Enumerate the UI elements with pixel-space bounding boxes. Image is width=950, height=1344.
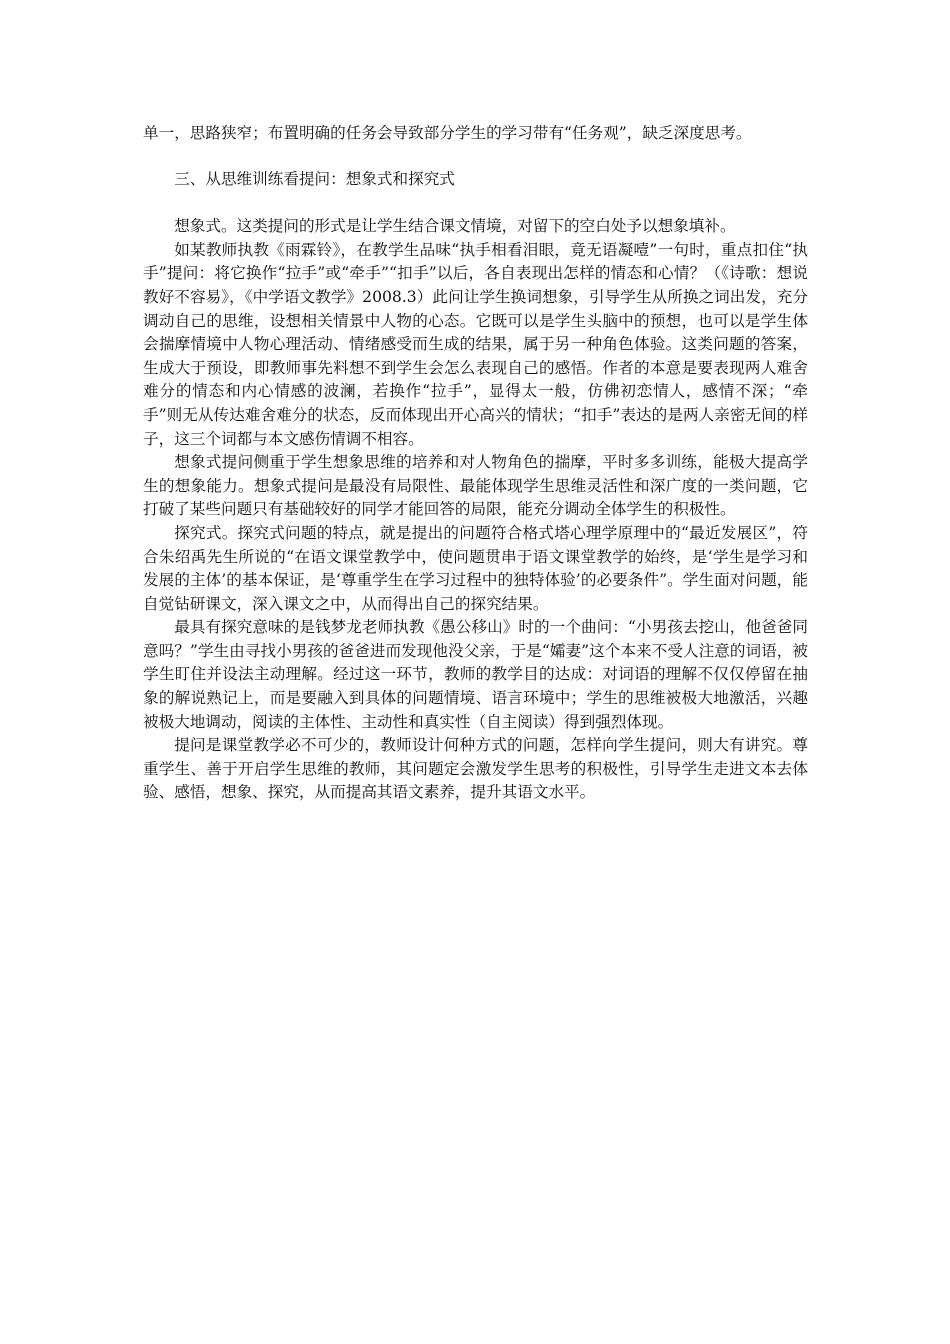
- paragraph-imagination-summary: 想象式提问侧重于学生想象思维的培养和对人物角色的揣摩，平时多多训练，能极大提高学生的想象能力。想象式提问是最没有局限性、最能体现学生思维灵活性和深广度的一类问题，它打破了某些问题只有基础较好的同学才能回答的局限，能充分调动全体学生的积极性。: [143, 453, 808, 519]
- paragraph-imagination-intro: 想象式。这类提问的形式是让学生结合课文情境，对留下的空白处予以想象填补。: [174, 217, 736, 236]
- document-body: [143, 122, 808, 805]
- paragraph-imagination-example: 如某教师执教《雨霖铃》，在教学生品味“执手相看泪眼，竟无语凝噎”一句时，重点扣住“执手”提问：将它换作“拉手”或“牵手”“扣手”以后，各自表现出怎样的情态和心情？（《诗歌：想说教好不容易》，《中学语文教学》2008.3）此问让学生换词想象，引导学生从所换之词出发，充分调动自己的思维，设想相关情景中人物的心态。它既可以是学生头脑中的预想，也可以是学生体会揣摩情境中人物心理活动、情绪感受而生成的结果，属于另一种角色体验。这类问题的答案，生成大于预设，即教师事先料想不到学生会怎么表现自己的感悟。作者的本意是要表现两人难舍难分的情态和内心情感的波澜，若换作“拉手”，显得太一般，仿佛初恋情人，感情不深；“牵手”则无从传达难舍难分的状态，反而体现出开心高兴的情状；“扣手”表达的是两人亲密无间的样子，这三个词都与本文感伤情调不相容。: [143, 240, 808, 448]
- paragraph-conclusion: 提问是课堂教学必不可少的，教师设计何种方式的问题，怎样向学生提问，则大有讲究。尊重学生、善于开启学生思维的教师，其问题定会激发学生思考的积极性，引导学生走进文本去体验、感悟，想象、探究，从而提高其语文素养，提升其语文水平。: [143, 736, 808, 802]
- section-heading: 三、从思维训练看提问：想象式和探究式: [174, 169, 455, 188]
- paragraph-inquiry-example: 最具有探究意味的是钱梦龙老师执教《愚公移山》时的一个曲问：“小男孩去挖山，他爸爸同意吗？”学生由寻找小男孩的爸爸进而发现他没父亲，于是“孀妻”这个本来不受人注意的词语，被学生盯住并设法主动理解。经过这一环节，教师的教学目的达成：对词语的理解不仅仅停留在抽象的解说熟记上，而是要融入到具体的问题情境、语言环境中；学生的思维被极大地激活，兴趣被极大地调动，阅读的主体性、主动性和真实性（自主阅读）得到强烈体现。: [143, 618, 808, 731]
- paragraph-continuation: 单一，思路狭窄；布置明确的任务会导致部分学生的学习带有“任务观”，缺乏深度思考。: [143, 124, 752, 142]
- paragraph-inquiry-intro: 探究式。探究式问题的特点，就是提出的问题符合格式塔心理学原理中的“最近发展区”，符合朱绍禹先生所说的“在语文课堂教学中，使问题贯串于语文课堂教学的始终，是‘学生是学习和发展的主体’的基本保证，是‘尊重学生在学习过程中的独特体验’的必要条件”。学生面对问题，能自觉钻研课文，深入课文之中，从而得出自己的探究结果。: [143, 523, 808, 613]
